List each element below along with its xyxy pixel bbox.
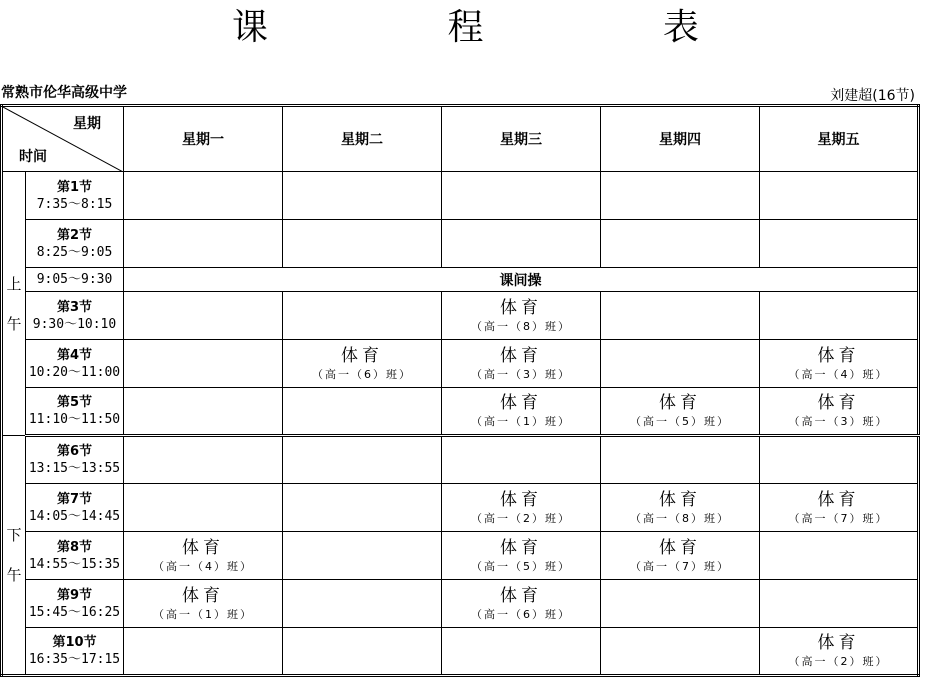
- header-row: [2, 106, 919, 172]
- subject-name: 体育: [817, 633, 860, 653]
- day-header: 星期二: [283, 106, 442, 172]
- schedule-table: [0, 104, 920, 677]
- subject-name: 体育: [817, 345, 860, 366]
- morning-label: 上 午: [2, 172, 26, 436]
- break-label: 课间操: [124, 268, 919, 292]
- schedule-cell: [442, 532, 601, 580]
- schedule-cell: [283, 220, 442, 268]
- schedule-cell: [601, 388, 760, 436]
- class-group: （高一（8）班）: [630, 511, 730, 525]
- schedule-cell: [283, 628, 442, 676]
- subject-name: 体育: [500, 489, 542, 510]
- schedule-cell: [442, 172, 601, 220]
- subject-name: 体育: [659, 489, 701, 510]
- schedule-cell: [760, 292, 919, 340]
- schedule-cell: [283, 388, 442, 436]
- schedule-cell: [760, 220, 919, 268]
- day-header: 星期一: [124, 106, 283, 172]
- class-group: （高一（1）班）: [471, 415, 571, 428]
- period-cell: [26, 532, 124, 580]
- period-row: [2, 580, 919, 628]
- period-row: [2, 484, 919, 532]
- period-time: 9:30～10:10: [32, 316, 117, 332]
- schedule-cell: [442, 220, 601, 268]
- schedule-cell: [601, 484, 760, 532]
- schedule-cell: [760, 628, 919, 676]
- subject-name: 体育: [659, 537, 701, 558]
- schedule-cell: [601, 436, 760, 484]
- period-row: [2, 388, 919, 436]
- schedule-cell: [601, 220, 760, 268]
- period-cell: [26, 220, 124, 268]
- period-cell: [26, 388, 124, 436]
- schedule-cell: [124, 340, 283, 388]
- schedule-cell: [601, 292, 760, 340]
- afternoon-label: 下 午: [2, 436, 26, 676]
- period-cell: [26, 340, 124, 388]
- schedule-cell: [283, 436, 442, 484]
- period-row: [2, 292, 919, 340]
- class-group: （高一（5）班）: [630, 415, 730, 428]
- break-time: [26, 268, 124, 292]
- schedule-cell: [283, 292, 442, 340]
- school-name: 常熟市伦华高级中学: [1, 85, 127, 101]
- schedule-cell: [442, 340, 601, 388]
- period-name: 第1节: [56, 179, 93, 195]
- period-cell: [26, 628, 124, 676]
- schedule-cell: [760, 388, 919, 436]
- schedule-cell: [283, 172, 442, 220]
- period-name: 第7节: [56, 491, 93, 507]
- schedule-cell: [442, 580, 601, 628]
- schedule-cell: [760, 580, 919, 628]
- schedule-cell: [601, 628, 760, 676]
- period-name: 第10节: [52, 635, 97, 650]
- schedule-cell: [283, 340, 442, 388]
- schedule-cell: [124, 220, 283, 268]
- period-name: 第3节: [56, 299, 93, 315]
- schedule-cell: [760, 340, 919, 388]
- period-cell: [26, 292, 124, 340]
- schedule-cell: [442, 484, 601, 532]
- day-header: 星期三: [442, 106, 601, 172]
- subject-name: 体育: [500, 585, 542, 606]
- page-title: 课 程 表: [232, 7, 783, 48]
- period-name: 第5节: [56, 395, 93, 410]
- period-name: 第4节: [56, 347, 93, 363]
- period-name: 第9节: [56, 587, 93, 603]
- schedule-cell: [124, 172, 283, 220]
- schedule-cell: [760, 484, 919, 532]
- class-group: （高一（6）班）: [471, 607, 571, 621]
- corner-cell: [2, 106, 124, 172]
- subject-name: 体育: [500, 393, 542, 413]
- period-cell: [26, 172, 124, 220]
- subject-name: 体育: [817, 393, 860, 413]
- schedule-cell: [124, 580, 283, 628]
- schedule-cell: [283, 532, 442, 580]
- subject-name: 体育: [659, 393, 701, 413]
- period-row: [2, 172, 919, 220]
- period-time: 14:05～14:45: [28, 508, 121, 524]
- class-group: （高一（6）班）: [312, 367, 412, 381]
- schedule-cell: [601, 172, 760, 220]
- period-time: 11:10～11:50: [28, 412, 121, 427]
- schedule-cell: [124, 388, 283, 436]
- period-row: [2, 628, 919, 676]
- class-group: （高一（2）班）: [788, 655, 889, 668]
- subject-name: 体育: [500, 297, 542, 318]
- day-header: 星期四: [601, 106, 760, 172]
- day-header: 星期五: [760, 106, 919, 172]
- schedule-cell: [124, 532, 283, 580]
- period-time: 7:35～8:15: [36, 196, 113, 212]
- break-row: [2, 268, 919, 292]
- class-group: （高一（7）班）: [788, 511, 889, 525]
- break-time-text: 9:05～9:30: [36, 272, 113, 287]
- period-time: 10:20～11:00: [28, 364, 121, 380]
- period-time: 14:55～15:35: [28, 556, 121, 572]
- period-row: [2, 220, 919, 268]
- corner-time-label: 时间: [19, 149, 47, 165]
- class-group: （高一（4）班）: [788, 367, 889, 381]
- schedule-cell: [760, 172, 919, 220]
- class-group: （高一（8）班）: [471, 319, 571, 333]
- teacher-name: 刘建超(16节): [830, 88, 915, 104]
- schedule-cell: [442, 388, 601, 436]
- period-cell: [26, 484, 124, 532]
- class-group: （高一（3）班）: [471, 367, 571, 381]
- period-name: 第2节: [56, 227, 93, 243]
- period-name: 第6节: [56, 444, 93, 459]
- subject-name: 体育: [500, 345, 542, 366]
- class-group: （高一（5）班）: [471, 559, 571, 573]
- subject-name: 体育: [182, 537, 224, 558]
- period-row: [2, 436, 919, 484]
- schedule-cell: [124, 484, 283, 532]
- schedule-cell: [601, 340, 760, 388]
- period-cell: [26, 436, 124, 484]
- subject-name: 体育: [341, 345, 383, 366]
- class-group: （高一（1）班）: [153, 607, 253, 621]
- schedule-cell: [442, 628, 601, 676]
- period-time: 8:25～9:05: [36, 244, 113, 260]
- corner-day-label: 星期: [73, 116, 101, 132]
- subject-name: 体育: [182, 585, 224, 606]
- period-row: [2, 532, 919, 580]
- period-time: 15:45～16:25: [28, 604, 121, 620]
- schedule-cell: [601, 532, 760, 580]
- period-cell: [26, 580, 124, 628]
- schedule-cell: [124, 436, 283, 484]
- subject-name: 体育: [817, 489, 860, 510]
- schedule-cell: [442, 436, 601, 484]
- period-name: 第8节: [56, 539, 93, 555]
- period-row: [2, 340, 919, 388]
- class-group: （高一（3）班）: [788, 415, 889, 428]
- schedule-cell: [442, 292, 601, 340]
- schedule-cell: [760, 436, 919, 484]
- subject-name: 体育: [500, 537, 542, 558]
- schedule-cell: [760, 532, 919, 580]
- schedule-cell: [124, 628, 283, 676]
- schedule-cell: [124, 292, 283, 340]
- period-time: 13:15～13:55: [28, 461, 121, 476]
- class-group: （高一（7）班）: [630, 559, 730, 573]
- period-time: 16:35～17:15: [28, 652, 121, 667]
- class-group: （高一（2）班）: [471, 511, 571, 525]
- schedule-cell: [601, 580, 760, 628]
- schedule-cell: [283, 484, 442, 532]
- schedule-cell: [283, 580, 442, 628]
- class-group: （高一（4）班）: [153, 559, 253, 573]
